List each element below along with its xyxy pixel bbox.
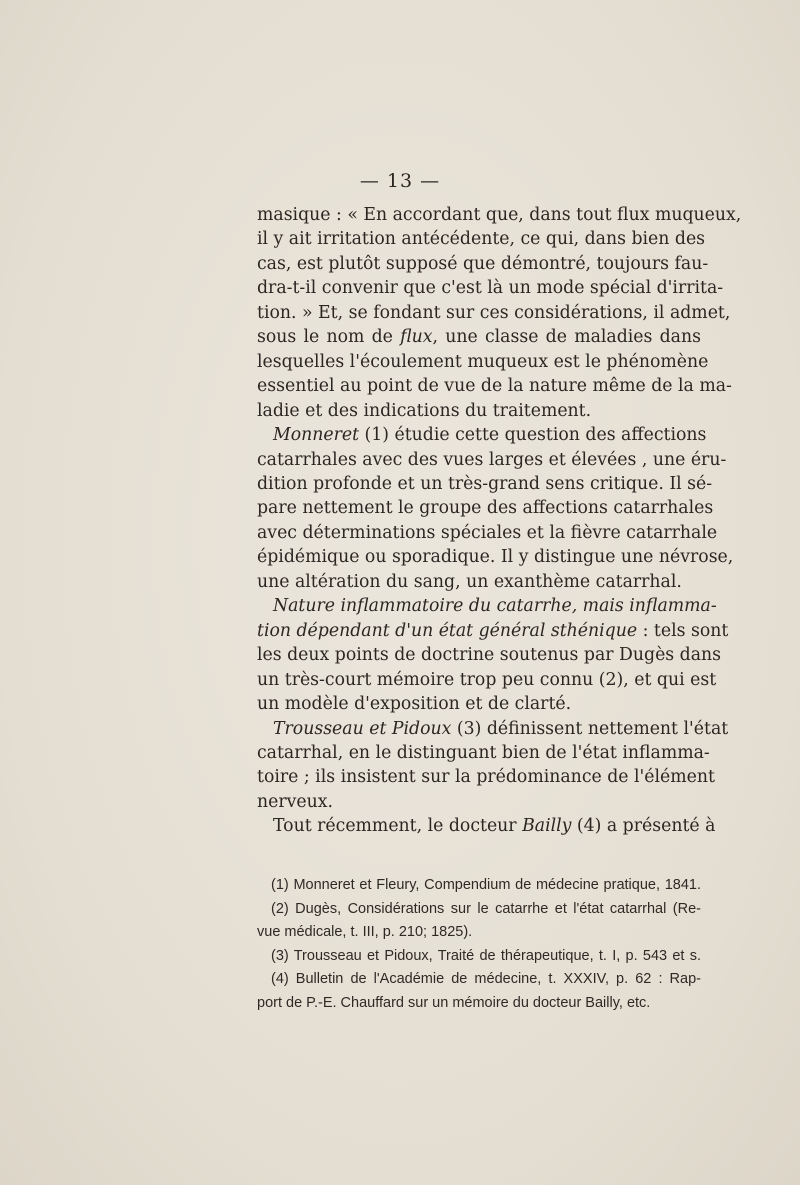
text-line (257, 276, 724, 300)
text-segment: une altération du sang, un exanthème catarrhal. (257, 571, 682, 592)
text-segment: les deux points de doctrine soutenus par Dugès dans (257, 645, 722, 666)
text-segment: avec déterminations spéciales et la fièvre catarrhale (257, 522, 718, 543)
footnote-line: port de P.-E. Chauffard sur un mémoire du docteur Bailly, etc. (257, 994, 651, 1011)
footnote-line: (2) Dugès, Considérations sur le catarrhe et l'état catarrhal (Re- (271, 900, 701, 917)
footnote-line: (3) Trousseau et Pidoux, Traité de thérapeutique, t. I, p. 543 et s. (271, 947, 701, 964)
text-line (257, 472, 713, 496)
text-line (257, 741, 710, 765)
text-segment: (3) définissent nettement l'état (451, 718, 729, 739)
text-segment: (1) étudie cette question des affections (359, 425, 707, 446)
footnotes (257, 874, 701, 1015)
text-segment: épidémique ou sporadique. Il y distingue une névrose, (257, 547, 734, 568)
text-line (257, 765, 715, 789)
italic-text: tion dépendant d'un état général sthénique (257, 620, 638, 641)
italic-text: Monneret (273, 425, 360, 446)
text-segment: lesquelles l'écoulement muqueux est le phénomène (257, 351, 709, 372)
text-line (257, 350, 709, 374)
text-line (257, 692, 701, 716)
italic-text: Nature inflammatoire du catarrhe, mais inflamma- (273, 596, 717, 617)
text-segment: tion. » Et, se fondant sur ces considérations, il admet, (257, 302, 731, 323)
text-line (257, 227, 706, 251)
text-segment: essentiel au point de vue de la nature même de la ma- (257, 376, 732, 397)
text-line (257, 790, 701, 814)
text-segment: toire ; ils insistent sur la prédominance de l'élément (257, 767, 715, 788)
text-line (257, 521, 718, 545)
text-line (257, 252, 709, 276)
footnote-line: (4) Bulletin de l'Académie de médecine, t. XXXIV, p. 62 : Rap- (271, 971, 701, 987)
text-segment: pare nettement le groupe des affections catarrhales (257, 498, 714, 519)
text-line (257, 448, 727, 472)
text-line (257, 325, 701, 349)
text-segment: masique : « En accordant que, dans tout flux muqueux, (257, 205, 742, 225)
footnote-line: vue médicale, t. III, p. 210; 1825). (257, 924, 473, 940)
page-number: — 13 — (359, 170, 441, 192)
text-line (257, 619, 729, 643)
text-segment: sous le nom de (257, 327, 401, 348)
text-line (257, 423, 707, 447)
text-segment: dra-t-il convenir que c'est là un mode spécial d'irrita- (257, 278, 724, 299)
italic-text: flux (400, 327, 433, 348)
text-line (257, 496, 714, 520)
text-segment: cas, est plutôt supposé que démontré, toujours fau- (257, 253, 709, 274)
italic-text: Bailly (522, 816, 572, 837)
text-line (257, 814, 716, 838)
text-line (257, 203, 742, 227)
text-segment: nerveux. (257, 791, 333, 812)
italic-text: Trousseau et Pidoux (273, 718, 452, 739)
text-line (257, 668, 717, 692)
text-line (257, 399, 701, 423)
body-text (257, 203, 742, 839)
text-segment: , une classe de maladies dans (432, 327, 701, 348)
text-segment: ladie et des indications du traitement. (257, 400, 592, 421)
text-segment: dition profonde et un très-grand sens critique. Il sé- (257, 473, 713, 494)
text-line (257, 301, 731, 325)
text-line (257, 545, 734, 569)
text-line (257, 570, 701, 594)
text-segment: (4) a présenté à (571, 816, 716, 837)
text-segment: : tels sont (637, 620, 729, 641)
text-segment: catarrhal, en le distinguant bien de l'état inflamma- (257, 742, 710, 763)
text-line (257, 717, 729, 741)
text-segment: Tout récemment, le docteur (273, 816, 523, 837)
text-line (257, 594, 717, 618)
footnote-line: (1) Monneret et Fleury, Compendium de médecine pratique, 1841. (271, 877, 701, 893)
text-segment: il y ait irritation antécédente, ce qui, dans bien des (257, 229, 706, 250)
text-line (257, 643, 722, 667)
text-segment: un très-court mémoire trop peu connu (2), et qui est (257, 669, 717, 690)
text-segment: un modèle d'exposition et de clarté. (257, 694, 572, 715)
text-segment: catarrhales avec des vues larges et élevées , une éru- (257, 449, 727, 470)
text-line (257, 374, 732, 398)
